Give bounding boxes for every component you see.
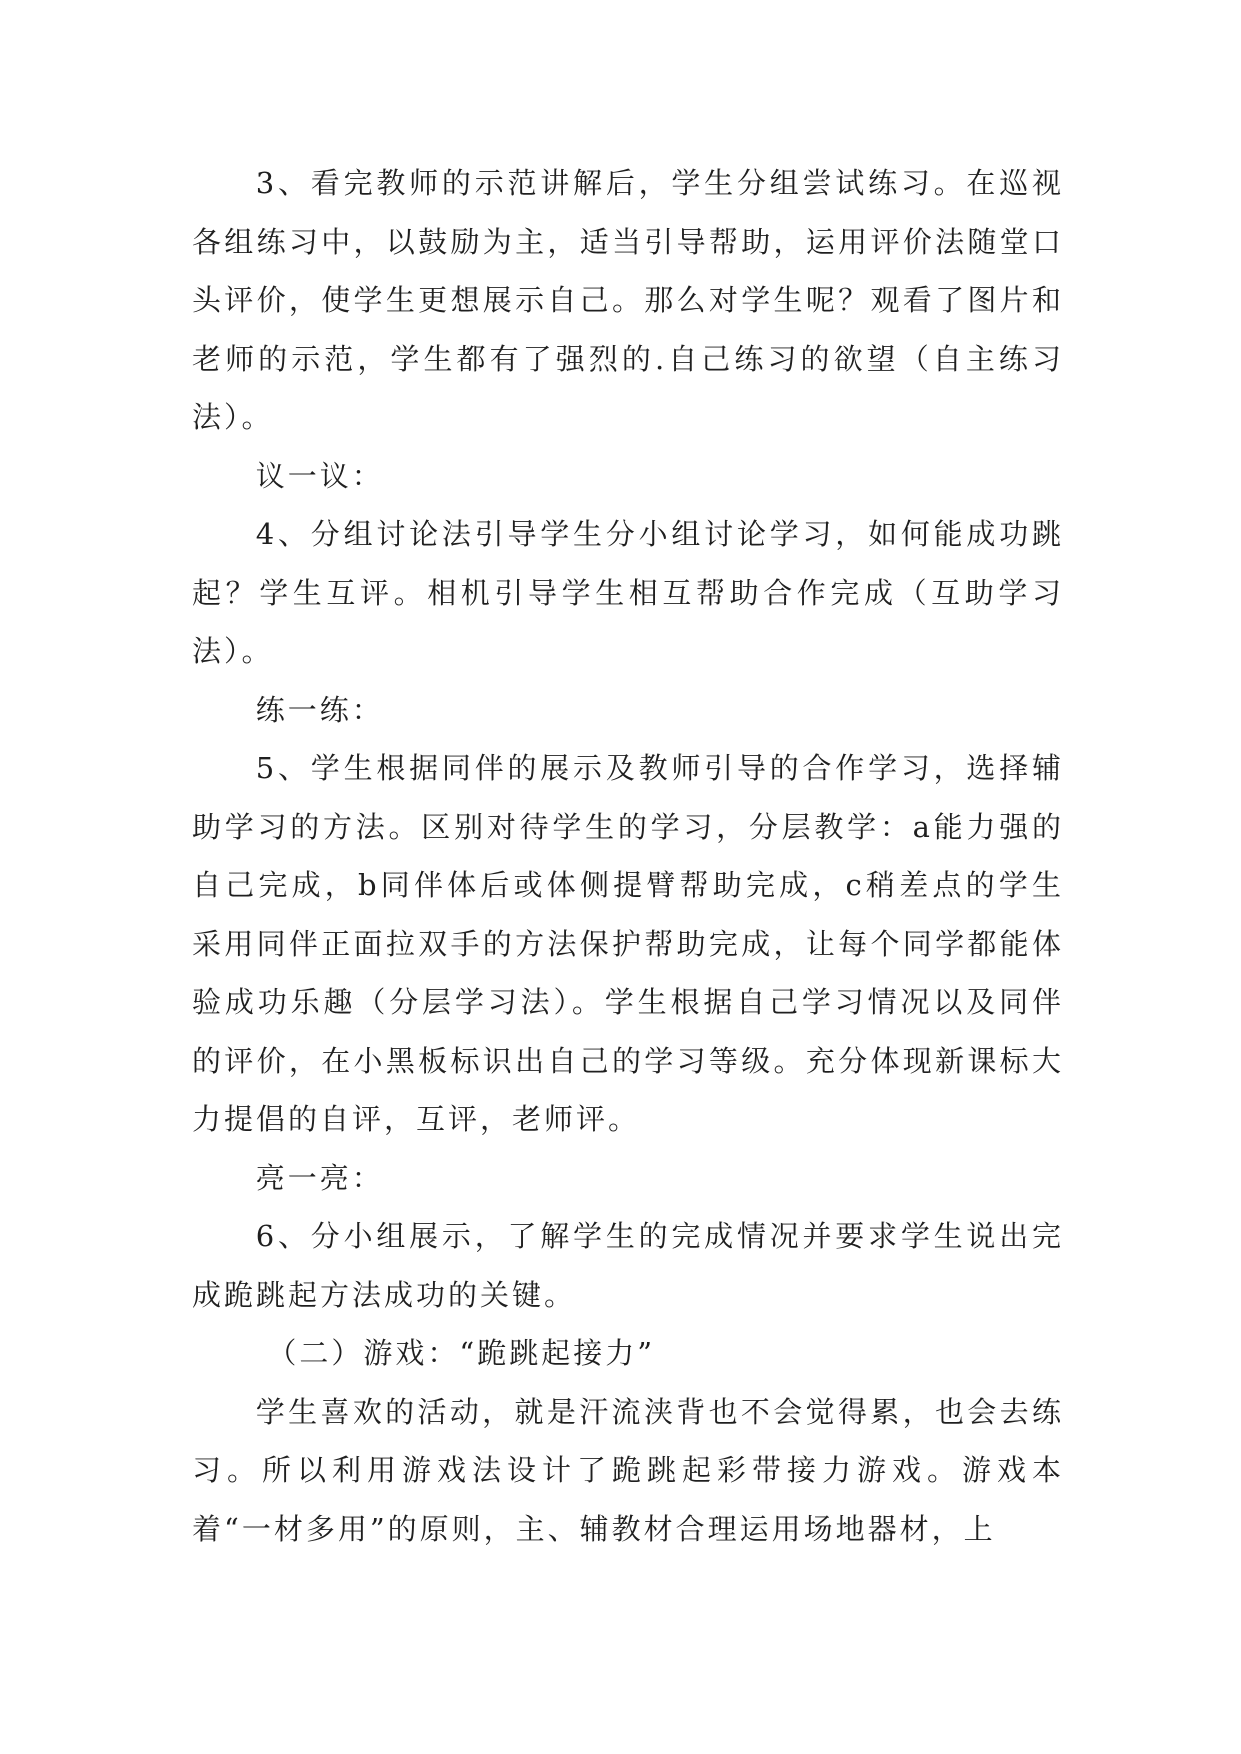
heading-discuss: 议一议： (255, 458, 384, 493)
heading-practice: 练一练： (255, 692, 384, 727)
paragraph-step-5: 5、学生根据同伴的展示及教师引导的合作学习，选择辅助学习的方法。区别对待学生的学习，分层教学：a能力强的自己完成，b同伴体后或体侧提臂帮助完成，c稍差点的学生采用同伴正面拉双手的方法保护帮助完成，让每个同学都能体验成功乐趣（分层学习法）。学生根据自己学习情况以及同伴的评价，在小黑板标识出自己的学习等级。充分体现新课标大力提倡的自评，互评，老师评。 (192, 751, 1064, 1136)
paragraph-step-4: 4、分组讨论法引导学生分小组讨论学习，如何能成功跳起？学生互评。相机引导学生相互帮助合作完成（互助学习法）。 (192, 517, 1064, 668)
heading-show: 亮一亮： (255, 1160, 384, 1195)
section-heading-game: （二）游戏：“跪跳起接力” (267, 1336, 656, 1370)
paragraph-game: 学生喜欢的活动，就是汗流浃背也不会觉得累，也会去练习。所以利用游戏法设计了跪跳起彩带接力游戏。游戏本着“一材多用”的原则，主、辅教材合理运用场地器材，上 (192, 1394, 1064, 1546)
paragraph-step-6: 6、分小组展示，了解学生的完成情况并要求学生说出完成跪跳起方法成功的关键。 (192, 1219, 1064, 1312)
document-body (192, 154, 1064, 1558)
paragraph-step-3: 3、看完教师的示范讲解后，学生分组尝试练习。在巡视各组练习中，以鼓励为主，适当引导帮助，运用评价法随堂口头评价，使学生更想展示自己。那么对学生呢？观看了图片和老师的示范，学生都有了强烈的.自己练习的欲望（自主练习法）。 (192, 166, 1064, 434)
